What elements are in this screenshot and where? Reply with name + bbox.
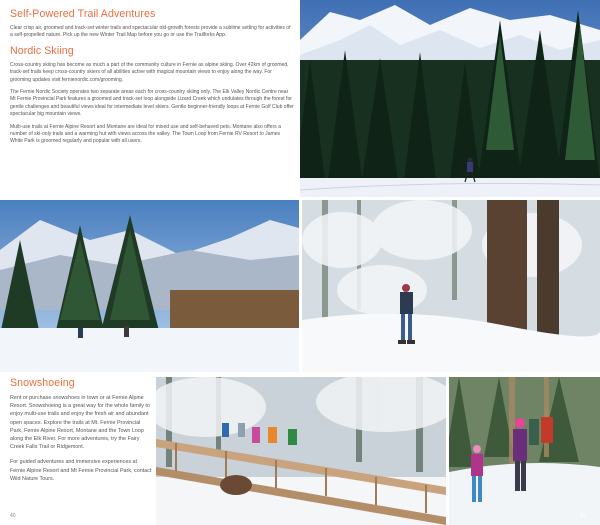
paragraph-nordic-1: Cross-country skiing has become as much a part of the community culture in Fernie as alpine skiing. Over 42km of groomed, track-set trails keep cross-country skiers of all abilities active with magical mountain views to enjoy along the way. For grooming updates visit fernienordic.com/grooming. [10,61,289,83]
paragraph-self-powered: Clear crisp air, groomed and track-set winter trails and spectacular old-growth forests provide a sublime setting for activities of a self-propelled nature. Pick up the new Winter Trail Map before you go or use the Trailforks App. [10,25,291,39]
bridge-group-photo [156,377,446,525]
paragraph-snowshoeing-2: For guided adventures and immersive experiences at Fernie Alpine Resort and Mt Fernie Provincial Park, contact Wild Nature Tours. [10,459,152,482]
page-number-right: 41 [580,513,586,519]
golf-course-skiers-photo [0,200,299,372]
heading-nordic-skiing: Nordic Skiing [10,44,74,57]
text-column-snowshoeing [10,377,152,490]
paragraph-nordic-3: Multi-use trails at Fernie Alpine Resort and Montane are ideal for mixed use and self-behaved pets. Montane also offers a number of ski-only trails and a warming hut with views across the valley. The Town Loop from Fernie RV Resort to James White Park is groomed regularly and popular with all users. [10,123,281,145]
text-column-top [10,8,294,151]
page-number-left: 40 [10,513,16,519]
forest-snowshoer-photo [302,200,600,372]
heading-snowshoeing: Snowshoeing [10,377,75,389]
heading-self-powered: Self-Powered Trail Adventures [10,8,156,20]
mountain-skier-photo [300,0,600,197]
paragraph-snowshoeing-1: Rent or purchase snowshoes in town or at Fernie Alpine Resort. Snowshoeing is a great way for the whole family to enjoy multi-use trails and enjoy the fresh air and abundant open spaces. Explore the trails at Mt. Fernie Provincial Park, Fernie Alpine Resort, Montane and the Town Loop along the Elk River. For more adventures, try the Fairy Creek Falls Trail or Ridgemont. [10,395,150,451]
paragraph-nordic-2: The Fernie Nordic Society operates two separate areas each for cross-country skiing only. The Elk Valley Nordic Centre near Mt Fernie Provincial Park features a groomed and track-set loop alongside Lizard Creek which undulates through the forest for gentle challenges and beautiful views ideal for intermediate level skiers. Gentle beginner-friendly loops at Fernie Golf Club offer spectacular big mountain views. [10,89,294,118]
family-snowshoe-photo [449,377,600,525]
